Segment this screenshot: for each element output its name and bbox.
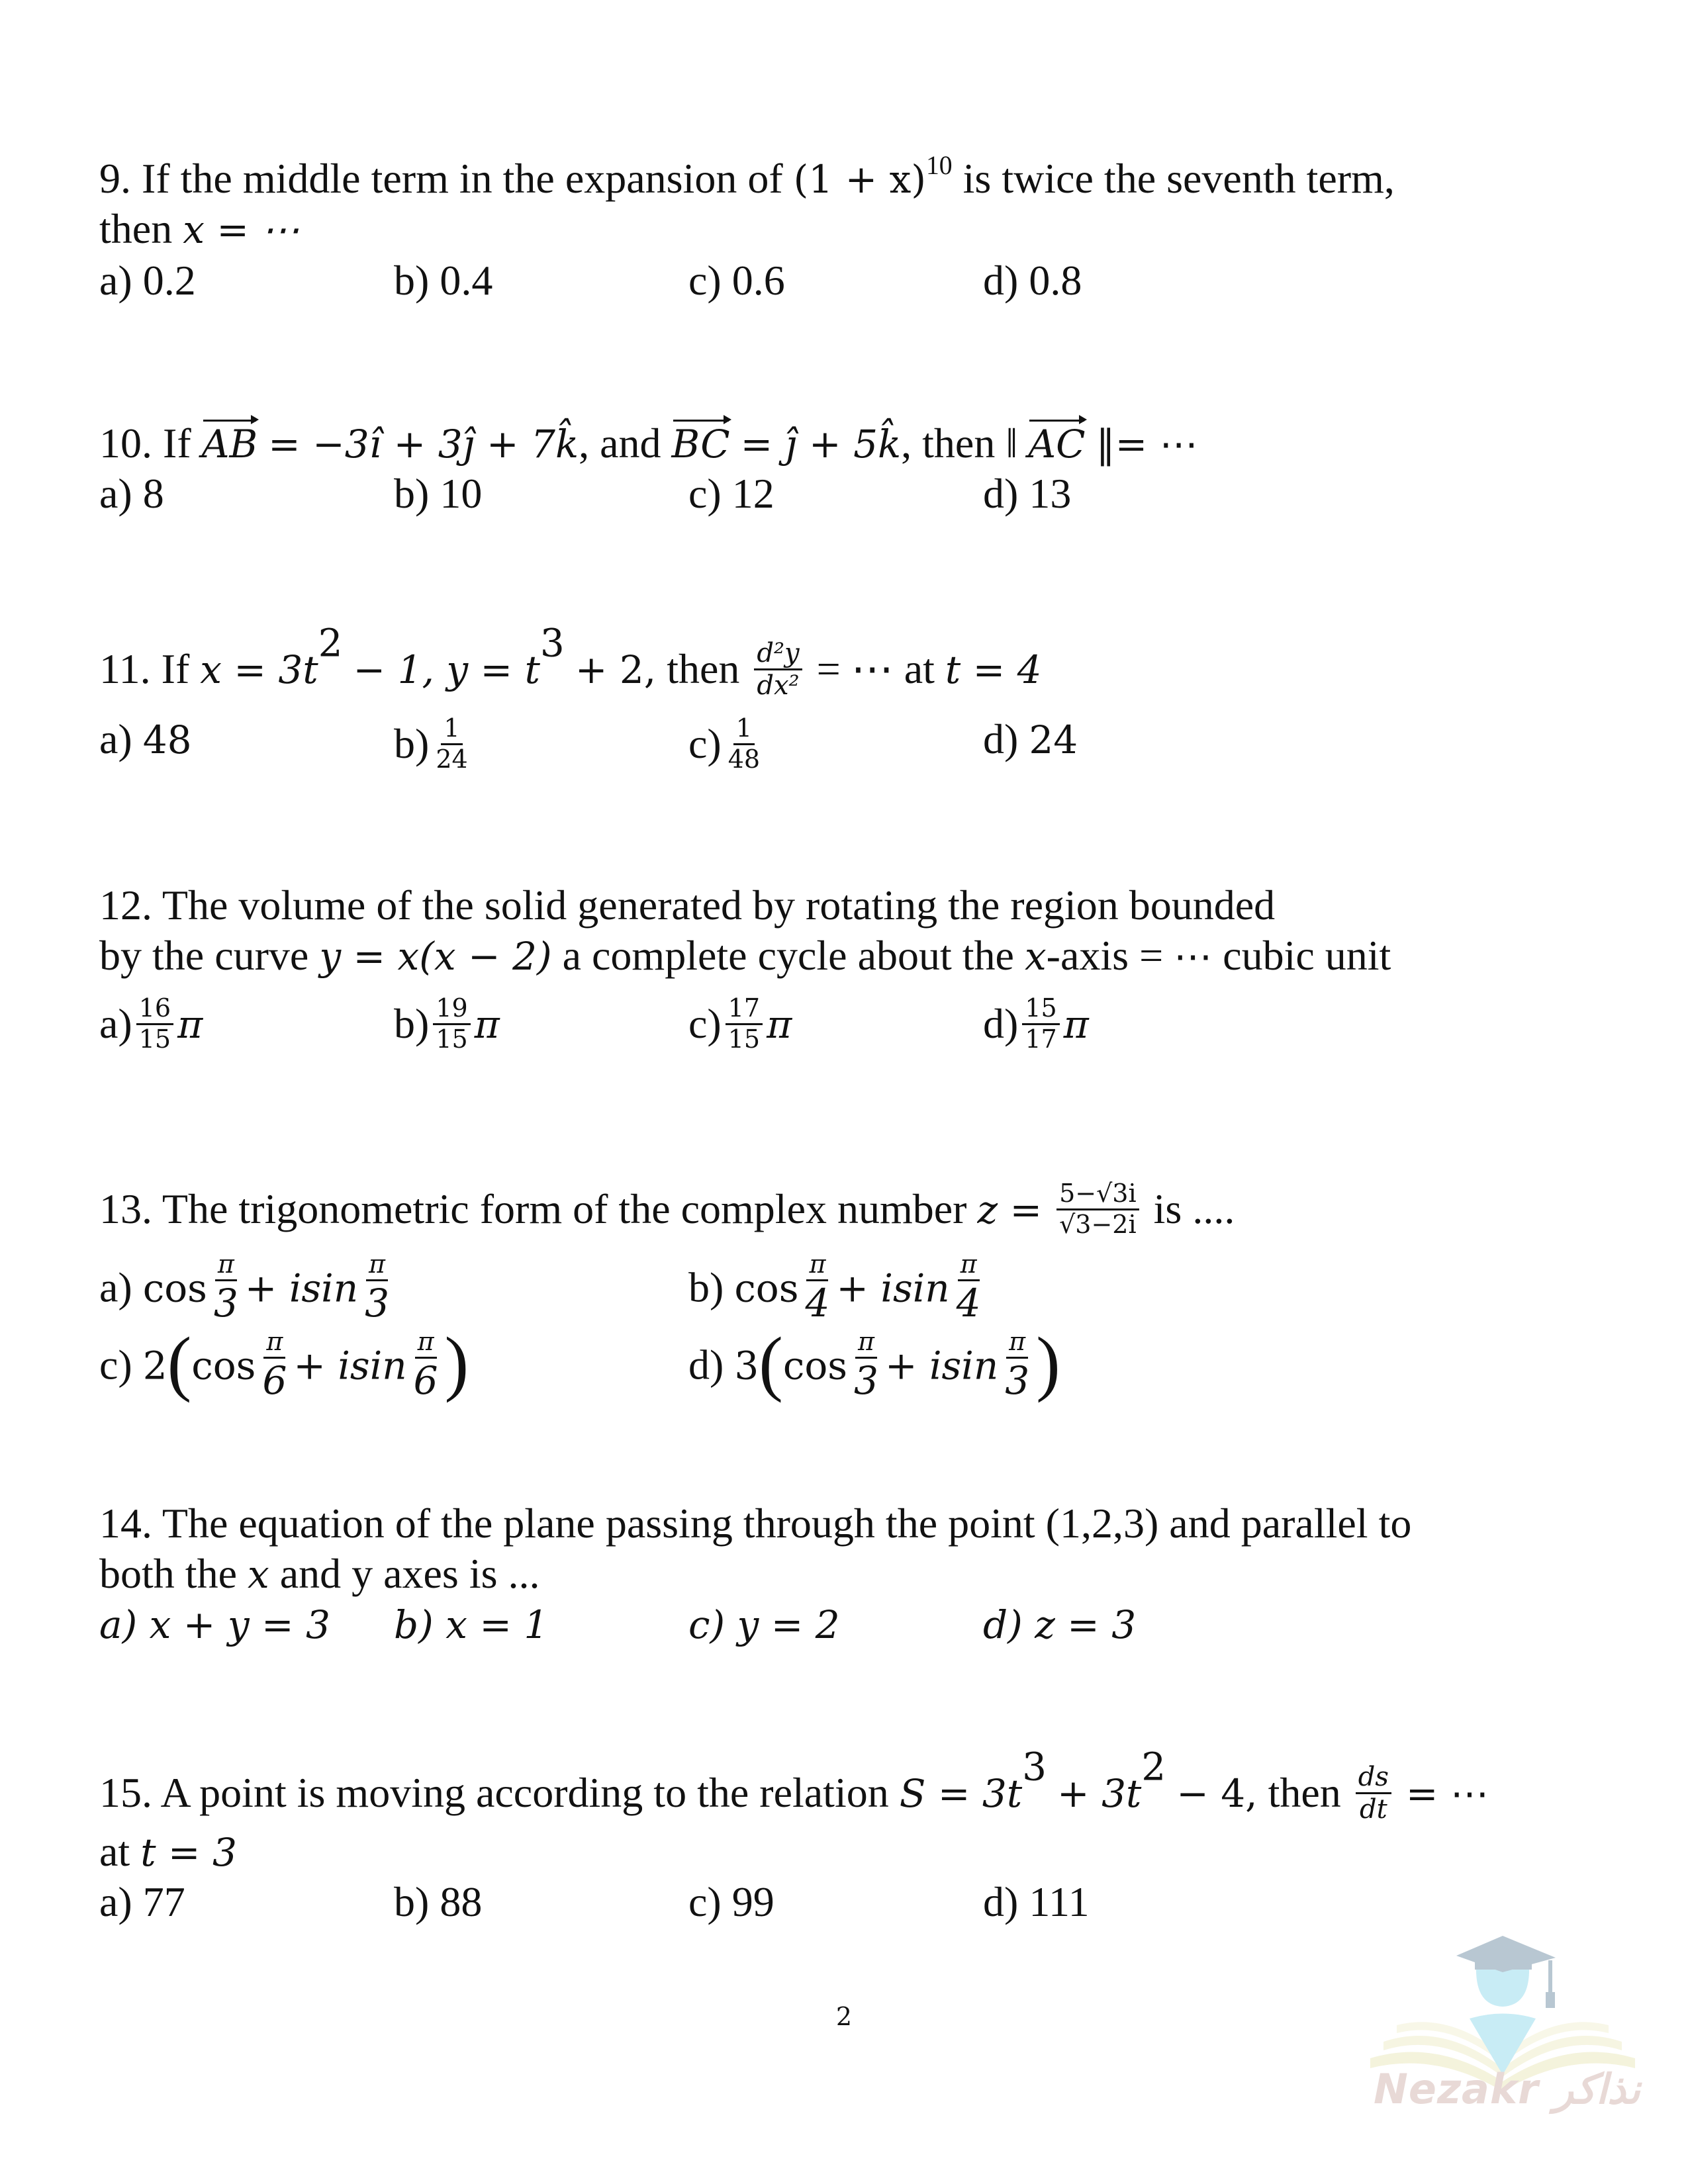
option-label: a) xyxy=(99,999,132,1047)
option-d[interactable]: d) 111 xyxy=(983,1878,1090,1925)
option-fraction xyxy=(726,714,763,774)
angle-fraction xyxy=(954,1250,984,1325)
isin-term: + isin xyxy=(836,1265,950,1311)
fraction-denominator: 24 xyxy=(436,744,468,774)
question-text: is twice the seventh term, xyxy=(962,155,1395,202)
angle-fraction xyxy=(802,1250,832,1325)
question-text: at xyxy=(99,1828,130,1875)
question-text: A point is moving according to the relation xyxy=(160,1769,889,1817)
derivative-fraction xyxy=(754,638,802,701)
question-text: and y axes is ... xyxy=(279,1550,540,1597)
fraction-numerator: π xyxy=(855,1328,877,1359)
fraction-numerator: π xyxy=(263,1328,285,1359)
math-expression: + 2, xyxy=(575,647,657,693)
option-c[interactable]: c) 12 xyxy=(688,470,774,517)
exponent: 10 xyxy=(925,151,953,181)
math-expression: z = xyxy=(977,1187,1043,1232)
question-number: 14. xyxy=(99,1500,152,1547)
isin-term: + isin xyxy=(884,1343,999,1388)
math-expression: t = 3 xyxy=(140,1830,237,1875)
question-text: then xyxy=(99,205,173,252)
math-expression: = −3ı̂ + 3ȷ̂ + 7k̂ xyxy=(268,422,579,467)
option-b[interactable]: b) 88 xyxy=(394,1878,483,1925)
cos-function: cos xyxy=(734,1265,799,1311)
watermark-latin: Nezakr xyxy=(1374,2065,1539,2113)
angle-fraction xyxy=(1002,1328,1032,1402)
option-value: 24 xyxy=(1029,717,1078,762)
option-c[interactable]: c) 99 xyxy=(688,1878,774,1925)
option-value: b) x = 1 xyxy=(394,1602,549,1647)
option-label: b) xyxy=(394,719,430,767)
math-expression: = ⋯ xyxy=(1405,1771,1489,1817)
cos-function: cos xyxy=(782,1343,848,1388)
question-9-line-2 xyxy=(99,205,300,252)
question-text: , then ‖ xyxy=(901,420,1018,467)
question-text: cubic unit xyxy=(1223,932,1391,979)
fraction-numerator: π xyxy=(215,1250,237,1281)
option-label: c) xyxy=(688,719,722,767)
option-b[interactable] xyxy=(688,1250,988,1329)
fraction-denominator: 3 xyxy=(854,1357,878,1403)
option-label: c) xyxy=(99,1341,132,1388)
option-c[interactable] xyxy=(688,713,767,778)
question-number: 10. xyxy=(99,420,152,467)
pi-symbol: π xyxy=(474,1001,500,1047)
vector-ab: AB xyxy=(201,422,258,467)
complex-fraction xyxy=(1056,1179,1139,1239)
fraction-denominator: 15 xyxy=(727,1024,761,1054)
fraction-numerator: π xyxy=(1006,1328,1028,1359)
fraction-denominator: 17 xyxy=(1025,1024,1057,1054)
option-a[interactable] xyxy=(99,715,192,762)
option-label: a) xyxy=(99,1263,132,1311)
fraction-numerator: π xyxy=(806,1250,828,1281)
option-d[interactable] xyxy=(688,1322,1060,1406)
option-a[interactable]: a) 8 xyxy=(99,470,164,517)
fraction-numerator: π xyxy=(415,1328,437,1359)
question-12-line-1 xyxy=(99,884,1275,927)
question-text: by the curve xyxy=(99,932,309,979)
right-paren: ) xyxy=(444,1322,469,1403)
question-13-line-1 xyxy=(99,1179,1235,1243)
fraction-numerator: d²y xyxy=(754,638,802,670)
option-label: a) xyxy=(99,715,132,762)
option-b[interactable]: b) 0.4 xyxy=(394,257,493,304)
question-text: is .... xyxy=(1153,1185,1235,1232)
option-b[interactable] xyxy=(394,993,500,1058)
coefficient: 3 xyxy=(734,1343,759,1388)
option-fraction xyxy=(433,994,470,1054)
exponent: 2 xyxy=(318,620,343,666)
option-d[interactable]: d) 13 xyxy=(983,470,1072,517)
option-a[interactable] xyxy=(99,1250,396,1329)
option-a[interactable] xyxy=(99,1603,330,1645)
fraction-denominator: 15 xyxy=(436,1024,468,1054)
question-14-line-2 xyxy=(99,1550,540,1597)
fraction-numerator: 15 xyxy=(1022,994,1059,1025)
fraction-denominator: dt xyxy=(1359,1794,1387,1825)
option-b[interactable] xyxy=(394,1603,548,1645)
exponent: 3 xyxy=(1022,1744,1047,1790)
question-text: -axis = xyxy=(1046,932,1164,979)
watermark-arabic: نذاكر xyxy=(1554,2065,1641,2113)
fraction-numerator: 19 xyxy=(433,994,470,1025)
pi-symbol: π xyxy=(767,1001,792,1047)
option-fraction xyxy=(433,714,470,774)
option-d[interactable]: d) 0.8 xyxy=(983,257,1082,304)
math-expression: t = 4 xyxy=(945,647,1042,693)
question-number: 15. xyxy=(99,1769,152,1817)
angle-fraction xyxy=(851,1328,881,1402)
angle-fraction xyxy=(411,1328,441,1402)
question-text: The equation of the plane passing through the point (1,2,3) and parallel to xyxy=(162,1500,1412,1547)
fraction-numerator: π xyxy=(958,1250,980,1281)
angle-fraction xyxy=(362,1250,392,1325)
math-expression: ⋯ xyxy=(1174,934,1213,979)
fraction-denominator: dx² xyxy=(757,670,800,701)
angle-fraction xyxy=(259,1328,289,1402)
option-a[interactable]: a) 0.2 xyxy=(99,257,196,304)
math-expression: − 1, y = t xyxy=(353,647,540,693)
fraction-numerator: 17 xyxy=(726,994,763,1025)
question-number: 12. xyxy=(99,882,152,929)
cos-function: cos xyxy=(191,1343,256,1388)
question-text: The volume of the solid generated by rotating the region bounded xyxy=(162,882,1276,929)
right-paren: ) xyxy=(1036,1322,1060,1403)
option-d[interactable] xyxy=(983,1603,1136,1645)
option-label: d) xyxy=(983,715,1019,762)
left-paren: ( xyxy=(167,1322,192,1403)
option-d[interactable] xyxy=(983,993,1089,1058)
fraction-denominator: 4 xyxy=(805,1280,830,1326)
page-number: 2 xyxy=(835,2002,853,2031)
question-text: a complete cycle about the xyxy=(562,932,1014,979)
coefficient: 2 xyxy=(142,1343,167,1388)
math-expression: x = 3t xyxy=(200,647,318,693)
pi-symbol: π xyxy=(1063,1001,1089,1047)
fraction-numerator: 16 xyxy=(136,994,173,1025)
option-c[interactable] xyxy=(99,1322,469,1406)
watermark-text xyxy=(1374,2065,1640,2113)
fraction-denominator: 4 xyxy=(956,1280,981,1326)
question-text: then xyxy=(667,645,740,693)
exponent: 3 xyxy=(539,620,565,666)
fraction-numerator: ds xyxy=(1356,1762,1391,1794)
derivative-fraction xyxy=(1356,1762,1391,1825)
option-fraction xyxy=(136,994,173,1054)
question-text: If xyxy=(161,645,190,693)
option-value: c) y = 2 xyxy=(688,1602,840,1647)
option-value: a) x + y = 3 xyxy=(99,1602,330,1647)
fraction-denominator: 3 xyxy=(1005,1357,1030,1403)
question-text: , and xyxy=(579,420,661,467)
option-a[interactable]: a) 77 xyxy=(99,1878,185,1925)
math-expression: ‖= ⋯ xyxy=(1096,422,1198,467)
option-label: c) xyxy=(688,999,722,1047)
fraction-denominator: 15 xyxy=(138,1024,171,1054)
option-b[interactable]: b) 10 xyxy=(394,470,483,517)
fraction-numerator: π xyxy=(366,1250,388,1281)
fraction-numerator: 1 xyxy=(733,714,755,745)
isin-term: + isin xyxy=(293,1343,407,1388)
math-expression: + 3t xyxy=(1057,1771,1142,1817)
question-9-line-1 xyxy=(99,151,1395,202)
question-number: 13. xyxy=(99,1185,152,1232)
fraction-denominator: 3 xyxy=(213,1280,238,1326)
isin-term: + isin xyxy=(244,1265,359,1311)
vector-bc: BC xyxy=(671,422,730,467)
math-expression: = ȷ̂ + 5k̂ xyxy=(740,422,902,467)
fraction-numerator: 5−√3i xyxy=(1056,1179,1139,1210)
option-label: b) xyxy=(688,1263,724,1311)
math-expression: (1 + x) xyxy=(793,157,926,202)
math-variable: x xyxy=(247,1552,269,1597)
fraction-numerator: 1 xyxy=(441,714,462,745)
cos-function: cos xyxy=(142,1265,207,1311)
option-fraction xyxy=(726,994,763,1054)
math-expression: − 4, xyxy=(1176,1771,1258,1817)
left-paren: ( xyxy=(759,1322,783,1403)
question-11-line-1 xyxy=(99,620,1042,705)
fraction-denominator: 48 xyxy=(727,744,761,774)
fraction-denominator: 6 xyxy=(262,1357,287,1403)
option-label: b) xyxy=(394,999,430,1047)
question-12-line-2 xyxy=(99,934,1391,977)
question-14-line-1 xyxy=(99,1502,1411,1545)
question-text: If xyxy=(163,420,191,467)
fraction-denominator: 3 xyxy=(365,1280,389,1326)
option-label: d) xyxy=(688,1341,724,1388)
question-10-line-1 xyxy=(99,422,1198,465)
question-text: If the middle term in the expansion of xyxy=(142,155,783,202)
angle-fraction xyxy=(211,1250,241,1325)
question-15-line-2 xyxy=(99,1828,237,1875)
option-c[interactable]: c) 0.6 xyxy=(688,257,785,304)
math-expression: x = ⋯ xyxy=(183,207,300,252)
exponent: 2 xyxy=(1141,1744,1166,1790)
question-number: 11. xyxy=(99,645,151,693)
fraction-denominator: 6 xyxy=(413,1357,438,1403)
option-b[interactable] xyxy=(394,713,475,778)
question-text: The trigonometric form of the complex number xyxy=(162,1185,967,1232)
fraction-denominator: √3−2i xyxy=(1059,1209,1137,1239)
math-expression: S = 3t xyxy=(899,1771,1023,1817)
option-a[interactable] xyxy=(99,993,203,1058)
question-number: 9. xyxy=(99,155,131,202)
option-value: 48 xyxy=(142,717,192,762)
option-fraction xyxy=(1022,994,1059,1054)
option-c[interactable] xyxy=(688,1603,840,1645)
question-text: both the xyxy=(99,1550,237,1597)
math-variable: x xyxy=(1024,934,1047,979)
option-value: d) z = 3 xyxy=(983,1602,1137,1647)
pi-symbol: π xyxy=(177,1001,203,1047)
question-15-line-1 xyxy=(99,1744,1489,1829)
math-expression: y = x(x − 2) xyxy=(319,934,552,979)
question-text: then xyxy=(1268,1769,1341,1817)
option-d[interactable] xyxy=(983,715,1078,762)
vector-ac: AC xyxy=(1028,422,1086,467)
option-label: d) xyxy=(983,999,1019,1047)
question-text: = ⋯ at xyxy=(816,645,935,693)
option-c[interactable] xyxy=(688,993,792,1058)
